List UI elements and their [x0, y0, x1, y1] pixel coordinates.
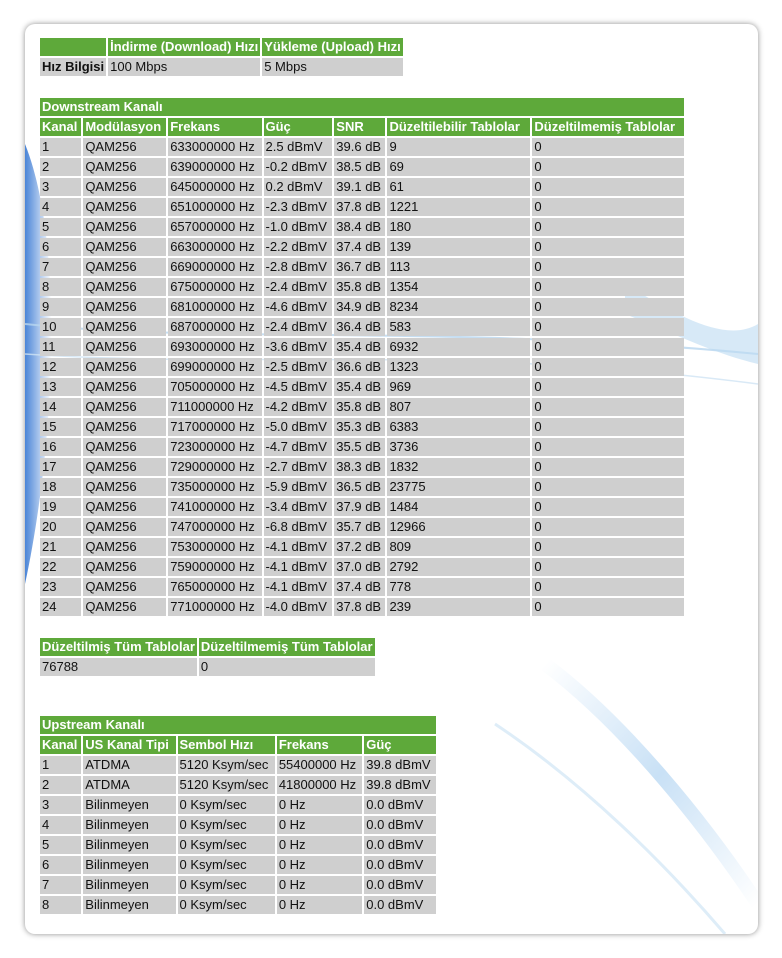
downstream-cell: 0 — [532, 518, 684, 536]
downstream-cell: 0 — [532, 278, 684, 296]
upstream-cell: 55400000 Hz — [277, 756, 362, 774]
downstream-cell: 6932 — [387, 338, 530, 356]
downstream-cell: 10 — [40, 318, 81, 336]
upstream-title: Upstream Kanalı — [40, 716, 436, 734]
downstream-cell: 23 — [40, 578, 81, 596]
downstream-header-cell: Düzeltilebilir Tablolar — [387, 118, 530, 136]
downstream-cell: 1832 — [387, 458, 530, 476]
downstream-cell: 17 — [40, 458, 81, 476]
upstream-row — [40, 776, 436, 794]
downstream-cell: 13 — [40, 378, 81, 396]
uncorrected-total-header: Düzeltilmemiş Tüm Tablolar — [200, 639, 373, 654]
downstream-cell: 5 — [40, 218, 81, 236]
downstream-cell: 0 — [532, 338, 684, 356]
downstream-cell: 0 — [532, 458, 684, 476]
upstream-cell: 0 Ksym/sec — [178, 876, 275, 894]
downstream-header-cell: Modülasyon — [83, 118, 166, 136]
downstream-cell: 4 — [40, 198, 81, 216]
downstream-cell: QAM256 — [83, 578, 166, 596]
downstream-cell: QAM256 — [83, 418, 166, 436]
downstream-header-cell: Kanal — [40, 118, 81, 136]
upstream-cell: 0.0 dBmV — [364, 816, 436, 834]
downstream-cell: QAM256 — [83, 238, 166, 256]
downstream-cell: QAM256 — [83, 538, 166, 556]
downstream-cell: 12966 — [387, 518, 530, 536]
upstream-cell: 0 Hz — [277, 896, 362, 914]
downstream-cell: -4.1 dBmV — [264, 578, 333, 596]
downstream-row — [40, 498, 684, 516]
downstream-cell: 723000000 Hz — [168, 438, 261, 456]
upstream-row — [40, 756, 436, 774]
downstream-cell: 1323 — [387, 358, 530, 376]
downstream-cell: -4.5 dBmV — [264, 378, 333, 396]
downstream-cell: 35.8 dB — [334, 278, 385, 296]
downstream-cell: 37.4 dB — [334, 238, 385, 256]
downstream-cell: 37.4 dB — [334, 578, 385, 596]
downstream-cell: -0.2 dBmV — [264, 158, 333, 176]
download-speed-value: 100 Mbps — [108, 58, 260, 76]
speed-row-label: Hız Bilgisi — [42, 59, 105, 74]
downstream-cell: -4.7 dBmV — [264, 438, 333, 456]
downstream-cell: -2.5 dBmV — [264, 358, 333, 376]
upstream-cell: 0 Ksym/sec — [178, 896, 275, 914]
downstream-cell: 753000000 Hz — [168, 538, 261, 556]
downstream-cell: QAM256 — [83, 298, 166, 316]
downstream-cell: 0 — [532, 298, 684, 316]
downstream-row — [40, 198, 684, 216]
upstream-cell: 0.0 dBmV — [364, 796, 436, 814]
downstream-row — [40, 258, 684, 276]
downstream-row — [40, 478, 684, 496]
codeword-totals-table — [38, 636, 377, 678]
downstream-row — [40, 538, 684, 556]
downstream-title: Downstream Kanalı — [40, 98, 684, 116]
downstream-cell: -6.8 dBmV — [264, 518, 333, 536]
downstream-row — [40, 438, 684, 456]
downstream-cell: -2.7 dBmV — [264, 458, 333, 476]
downstream-cell: 0 — [532, 138, 684, 156]
upstream-cell: 8 — [40, 896, 81, 914]
downstream-cell: 778 — [387, 578, 530, 596]
upstream-header-cell: US Kanal Tipi — [83, 736, 175, 754]
downstream-row — [40, 318, 684, 336]
downstream-cell: QAM256 — [83, 358, 166, 376]
downstream-cell: QAM256 — [83, 158, 166, 176]
downstream-cell: 711000000 Hz — [168, 398, 261, 416]
downstream-cell: 705000000 Hz — [168, 378, 261, 396]
downstream-cell: -2.3 dBmV — [264, 198, 333, 216]
downstream-cell: -3.6 dBmV — [264, 338, 333, 356]
upstream-cell: Bilinmeyen — [83, 796, 175, 814]
downstream-cell: 771000000 Hz — [168, 598, 261, 616]
downstream-cell: 20 — [40, 518, 81, 536]
downstream-cell: 14 — [40, 398, 81, 416]
downstream-cell: 717000000 Hz — [168, 418, 261, 436]
downstream-cell: QAM256 — [83, 398, 166, 416]
downstream-cell: 809 — [387, 538, 530, 556]
downstream-cell: 38.3 dB — [334, 458, 385, 476]
upstream-cell: 0.0 dBmV — [364, 836, 436, 854]
downstream-cell: QAM256 — [83, 138, 166, 156]
upstream-cell: 1 — [40, 756, 81, 774]
downstream-cell: 681000000 Hz — [168, 298, 261, 316]
upstream-cell: 5120 Ksym/sec — [178, 756, 275, 774]
downstream-cell: -5.0 dBmV — [264, 418, 333, 436]
upstream-header-cell: Frekans — [277, 736, 362, 754]
downstream-cell: 22 — [40, 558, 81, 576]
downstream-cell: 11 — [40, 338, 81, 356]
downstream-cell: 2 — [40, 158, 81, 176]
downstream-row — [40, 378, 684, 396]
upstream-body — [40, 756, 436, 914]
upstream-header-cell: Sembol Hızı — [178, 736, 275, 754]
downstream-cell: QAM256 — [83, 478, 166, 496]
downstream-cell: 687000000 Hz — [168, 318, 261, 336]
downstream-cell: 729000000 Hz — [168, 458, 261, 476]
downstream-cell: 21 — [40, 538, 81, 556]
downstream-row — [40, 338, 684, 356]
downstream-cell: QAM256 — [83, 558, 166, 576]
downstream-cell: 651000000 Hz — [168, 198, 261, 216]
downstream-header-cell: Düzeltilmemiş Tablolar — [532, 118, 684, 136]
downstream-cell: 239 — [387, 598, 530, 616]
downstream-cell: 639000000 Hz — [168, 158, 261, 176]
downstream-cell: 2792 — [387, 558, 530, 576]
upstream-cell: 0 Ksym/sec — [178, 816, 275, 834]
upload-speed-value: 5 Mbps — [262, 58, 403, 76]
downstream-cell: 39.1 dB — [334, 178, 385, 196]
downstream-cell: 1221 — [387, 198, 530, 216]
upstream-cell: 0 Hz — [277, 836, 362, 854]
downstream-cell: 35.3 dB — [334, 418, 385, 436]
downstream-row — [40, 298, 684, 316]
upstream-cell: 0 Ksym/sec — [178, 796, 275, 814]
downstream-cell: -5.9 dBmV — [264, 478, 333, 496]
downstream-cell: -4.1 dBmV — [264, 538, 333, 556]
corrected-total-header: Düzeltilmiş Tüm Tablolar — [42, 639, 195, 654]
downstream-header-cell: Güç — [264, 118, 333, 136]
upstream-row — [40, 876, 436, 894]
downstream-cell: 19 — [40, 498, 81, 516]
downstream-cell: 12 — [40, 358, 81, 376]
downstream-cell: 37.0 dB — [334, 558, 385, 576]
downstream-cell: QAM256 — [83, 338, 166, 356]
downstream-cell: 35.4 dB — [334, 378, 385, 396]
downstream-row — [40, 558, 684, 576]
downstream-cell: 0 — [532, 558, 684, 576]
downstream-cell: 61 — [387, 178, 530, 196]
downstream-cell: 0.2 dBmV — [264, 178, 333, 196]
upstream-cell: 6 — [40, 856, 81, 874]
downstream-cell: QAM256 — [83, 318, 166, 336]
corrected-total-value: 76788 — [40, 658, 197, 676]
upstream-table — [38, 734, 438, 916]
downstream-cell: 113 — [387, 258, 530, 276]
downstream-cell: 1 — [40, 138, 81, 156]
downstream-cell: 3736 — [387, 438, 530, 456]
speed-header-download: İndirme (Download) Hızı — [110, 39, 259, 54]
downstream-cell: 24 — [40, 598, 81, 616]
downstream-cell: 7 — [40, 258, 81, 276]
downstream-cell: -4.0 dBmV — [264, 598, 333, 616]
upstream-cell: ATDMA — [83, 776, 175, 794]
upstream-row — [40, 836, 436, 854]
downstream-cell: 0 — [532, 198, 684, 216]
upstream-cell: 7 — [40, 876, 81, 894]
downstream-cell: 735000000 Hz — [168, 478, 261, 496]
downstream-cell: 1484 — [387, 498, 530, 516]
upstream-cell: 0.0 dBmV — [364, 896, 436, 914]
downstream-cell: -2.8 dBmV — [264, 258, 333, 276]
status-panel — [25, 24, 758, 934]
downstream-cell: QAM256 — [83, 458, 166, 476]
upstream-cell: 0 Ksym/sec — [178, 836, 275, 854]
upstream-cell: 0 Hz — [277, 816, 362, 834]
downstream-body — [40, 138, 684, 616]
downstream-cell: 0 — [532, 358, 684, 376]
downstream-cell: 0 — [532, 498, 684, 516]
downstream-cell: 35.5 dB — [334, 438, 385, 456]
downstream-cell: 765000000 Hz — [168, 578, 261, 596]
downstream-header-cell: Frekans — [168, 118, 261, 136]
downstream-cell: 139 — [387, 238, 530, 256]
upstream-row — [40, 856, 436, 874]
downstream-cell: 0 — [532, 378, 684, 396]
downstream-cell: 8 — [40, 278, 81, 296]
downstream-cell: QAM256 — [83, 278, 166, 296]
downstream-cell: 35.4 dB — [334, 338, 385, 356]
downstream-cell: 0 — [532, 478, 684, 496]
downstream-cell: -3.4 dBmV — [264, 498, 333, 516]
upstream-cell: Bilinmeyen — [83, 896, 175, 914]
downstream-cell: 693000000 Hz — [168, 338, 261, 356]
downstream-row — [40, 138, 684, 156]
upstream-cell: Bilinmeyen — [83, 876, 175, 894]
downstream-cell: 1354 — [387, 278, 530, 296]
downstream-cell: -2.4 dBmV — [264, 278, 333, 296]
upstream-cell: 41800000 Hz — [277, 776, 362, 794]
upstream-cell: 5 — [40, 836, 81, 854]
downstream-cell: QAM256 — [83, 518, 166, 536]
downstream-cell: 0 — [532, 238, 684, 256]
downstream-section — [40, 98, 684, 616]
downstream-cell: 9 — [40, 298, 81, 316]
downstream-row — [40, 598, 684, 616]
downstream-cell: 969 — [387, 378, 530, 396]
downstream-cell: 807 — [387, 398, 530, 416]
upstream-section — [40, 716, 436, 914]
downstream-cell: -2.4 dBmV — [264, 318, 333, 336]
downstream-cell: 645000000 Hz — [168, 178, 261, 196]
downstream-cell: 0 — [532, 598, 684, 616]
downstream-table — [38, 116, 686, 618]
downstream-cell: 0 — [532, 318, 684, 336]
downstream-cell: 37.8 dB — [334, 198, 385, 216]
downstream-row — [40, 158, 684, 176]
downstream-cell: -2.2 dBmV — [264, 238, 333, 256]
downstream-cell: 69 — [387, 158, 530, 176]
upstream-cell: 3 — [40, 796, 81, 814]
downstream-cell: 741000000 Hz — [168, 498, 261, 516]
upstream-cell: 0.0 dBmV — [364, 856, 436, 874]
downstream-row — [40, 518, 684, 536]
uncorrected-total-value: 0 — [199, 658, 375, 676]
downstream-cell: 37.2 dB — [334, 538, 385, 556]
downstream-cell: 9 — [387, 138, 530, 156]
upstream-cell: Bilinmeyen — [83, 856, 175, 874]
downstream-cell: 38.4 dB — [334, 218, 385, 236]
downstream-cell: 675000000 Hz — [168, 278, 261, 296]
downstream-cell: QAM256 — [83, 438, 166, 456]
downstream-cell: 6383 — [387, 418, 530, 436]
downstream-row — [40, 218, 684, 236]
downstream-cell: 37.9 dB — [334, 498, 385, 516]
downstream-cell: 34.9 dB — [334, 298, 385, 316]
downstream-row — [40, 578, 684, 596]
downstream-cell: 35.7 dB — [334, 518, 385, 536]
downstream-cell: 0 — [532, 218, 684, 236]
upstream-header-cell: Güç — [364, 736, 436, 754]
downstream-cell: -1.0 dBmV — [264, 218, 333, 236]
downstream-cell: QAM256 — [83, 598, 166, 616]
upstream-cell: 5120 Ksym/sec — [178, 776, 275, 794]
downstream-cell: 0 — [532, 258, 684, 276]
downstream-cell: 0 — [532, 398, 684, 416]
downstream-cell: 0 — [532, 418, 684, 436]
downstream-cell: 0 — [532, 438, 684, 456]
downstream-cell: 36.7 dB — [334, 258, 385, 276]
downstream-row — [40, 178, 684, 196]
downstream-cell: 663000000 Hz — [168, 238, 261, 256]
downstream-cell: 669000000 Hz — [168, 258, 261, 276]
upstream-cell: ATDMA — [83, 756, 175, 774]
downstream-header-row — [40, 118, 684, 136]
downstream-cell: 747000000 Hz — [168, 518, 261, 536]
downstream-cell: QAM256 — [83, 198, 166, 216]
downstream-cell: 35.8 dB — [334, 398, 385, 416]
downstream-row — [40, 398, 684, 416]
speed-header-empty — [40, 38, 106, 56]
downstream-cell: QAM256 — [83, 498, 166, 516]
downstream-cell: 38.5 dB — [334, 158, 385, 176]
downstream-cell: 759000000 Hz — [168, 558, 261, 576]
downstream-cell: QAM256 — [83, 218, 166, 236]
downstream-cell: 633000000 Hz — [168, 138, 261, 156]
downstream-cell: QAM256 — [83, 178, 166, 196]
downstream-cell: QAM256 — [83, 258, 166, 276]
downstream-row — [40, 358, 684, 376]
downstream-cell: 180 — [387, 218, 530, 236]
downstream-cell: 0 — [532, 178, 684, 196]
downstream-cell: 37.8 dB — [334, 598, 385, 616]
downstream-cell: 3 — [40, 178, 81, 196]
upstream-cell: 39.8 dBmV — [364, 756, 436, 774]
downstream-cell: 2.5 dBmV — [264, 138, 333, 156]
upstream-cell: 4 — [40, 816, 81, 834]
downstream-cell: 18 — [40, 478, 81, 496]
downstream-cell: 583 — [387, 318, 530, 336]
upstream-cell: 39.8 dBmV — [364, 776, 436, 794]
downstream-cell: 23775 — [387, 478, 530, 496]
downstream-cell: 8234 — [387, 298, 530, 316]
downstream-cell: -4.1 dBmV — [264, 558, 333, 576]
downstream-cell: 0 — [532, 538, 684, 556]
downstream-cell: QAM256 — [83, 378, 166, 396]
downstream-cell: 36.4 dB — [334, 318, 385, 336]
upstream-header-row — [40, 736, 436, 754]
downstream-cell: 6 — [40, 238, 81, 256]
upstream-cell: 0 Hz — [277, 856, 362, 874]
downstream-cell: 15 — [40, 418, 81, 436]
upstream-row — [40, 796, 436, 814]
speed-header-upload: Yükleme (Upload) Hızı — [264, 39, 401, 54]
downstream-cell: -4.2 dBmV — [264, 398, 333, 416]
downstream-header-cell: SNR — [334, 118, 385, 136]
downstream-cell: 699000000 Hz — [168, 358, 261, 376]
downstream-cell: 657000000 Hz — [168, 218, 261, 236]
downstream-cell: 16 — [40, 438, 81, 456]
downstream-row — [40, 418, 684, 436]
upstream-cell: 0 Hz — [277, 876, 362, 894]
upstream-cell: 2 — [40, 776, 81, 794]
upstream-cell: 0 Hz — [277, 796, 362, 814]
downstream-cell: 39.6 dB — [334, 138, 385, 156]
upstream-cell: Bilinmeyen — [83, 816, 175, 834]
downstream-cell: 0 — [532, 578, 684, 596]
upstream-row — [40, 816, 436, 834]
downstream-cell: 36.6 dB — [334, 358, 385, 376]
downstream-row — [40, 278, 684, 296]
downstream-row — [40, 458, 684, 476]
downstream-cell: 36.5 dB — [334, 478, 385, 496]
upstream-header-cell: Kanal — [40, 736, 81, 754]
downstream-cell: 0 — [532, 158, 684, 176]
upstream-cell: Bilinmeyen — [83, 836, 175, 854]
speed-info-table — [38, 36, 405, 78]
upstream-row — [40, 896, 436, 914]
upstream-cell: 0 Ksym/sec — [178, 856, 275, 874]
downstream-row — [40, 238, 684, 256]
downstream-cell: -4.6 dBmV — [264, 298, 333, 316]
upstream-cell: 0.0 dBmV — [364, 876, 436, 894]
